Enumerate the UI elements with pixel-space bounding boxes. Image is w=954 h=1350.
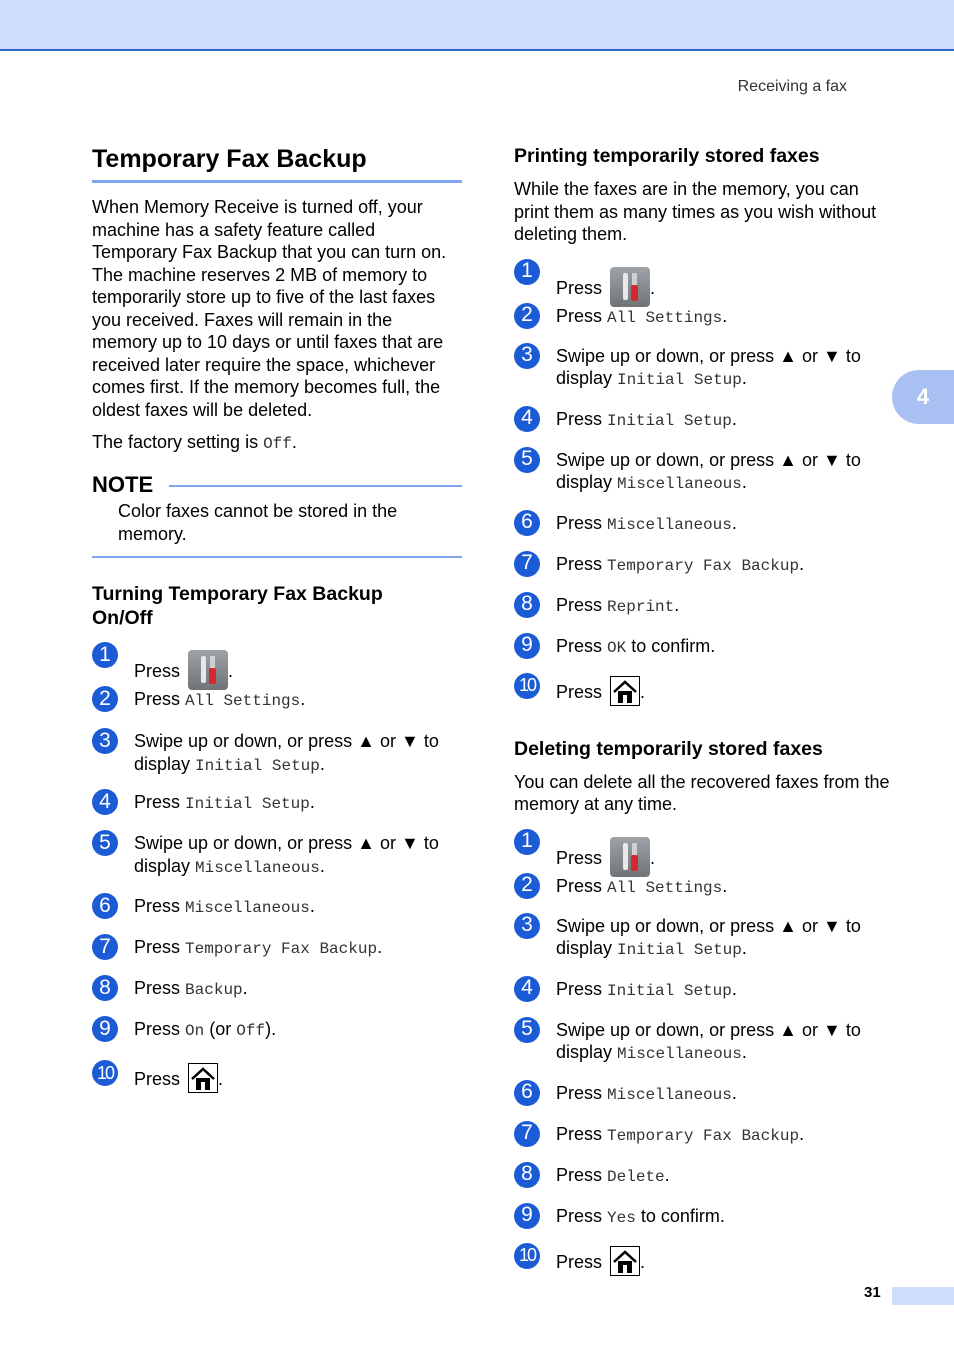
page-footer-bar (892, 1287, 954, 1305)
turning-steps (92, 644, 462, 1102)
step-5: 5 Swipe up or down, or press ▲ or ▼ to display Miscellaneous. (92, 832, 462, 895)
page-number: 31 (864, 1284, 881, 1301)
home-icon (610, 1246, 640, 1276)
step-6: 6 Press Miscellaneous. (92, 895, 462, 936)
deleting-steps (514, 831, 894, 1285)
step-4: 4 Press Initial Setup. (514, 408, 894, 449)
note-text: Color faxes cannot be stored in the memory. (92, 500, 462, 558)
running-header: Receiving a fax (737, 78, 847, 95)
section-heading-turning: Turning Temporary Fax Backup On/Off (92, 583, 383, 629)
right-column (514, 140, 894, 1285)
note-title: NOTE (92, 471, 154, 497)
step-number: 1 (92, 642, 118, 668)
step-9: 9 Press On (or Off). (92, 1018, 462, 1062)
left-column (92, 140, 462, 1102)
step-4: 4 Press Initial Setup. (514, 978, 894, 1019)
step-10: 10 Press . (514, 1245, 894, 1285)
home-icon (188, 1063, 218, 1093)
page-title: Temporary Fax Backup (92, 140, 462, 183)
step-6: 6 Press Miscellaneous. (514, 512, 894, 553)
intro-paragraph: When Memory Receive is turned off, your machine has a safety feature called Temporary Fax Backup that you can turn on. The machine reserves 2 MB of memory to temporarily store up to five of the last faxes you received. Faxes will remain in the memory up to 10 days or until faxes that are received later require the space, whichever comes first. If the memory becomes full, the oldest faxes will be deleted. (92, 197, 447, 420)
section-heading-printing: Printing temporarily stored faxes (514, 145, 820, 167)
step-3: 3 Swipe up or down, or press ▲ or ▼ to display Initial Setup. (514, 345, 894, 408)
deleting-intro: You can delete all the recovered faxes from the memory at any time. (514, 771, 890, 814)
section-heading-deleting: Deleting temporarily stored faxes (514, 737, 823, 760)
top-banner (0, 0, 954, 51)
step-1: 1 Press . (514, 831, 894, 875)
step-8: 8 Press Delete. (514, 1164, 894, 1205)
settings-tools-icon (610, 837, 650, 877)
step-2: 2 Press All Settings. (514, 305, 894, 345)
printing-steps (514, 261, 894, 715)
step-6: 6 Press Miscellaneous. (514, 1082, 894, 1123)
step-1: 1 Press . (514, 261, 894, 305)
note-divider (169, 485, 462, 487)
step-2: 2 Press All Settings. (92, 688, 462, 730)
step-7: 7 Press Temporary Fax Backup. (514, 1123, 894, 1164)
step-4: 4 Press Initial Setup. (92, 791, 462, 832)
step-1: 1 Press . (92, 644, 462, 688)
step-5: 5 Swipe up or down, or press ▲ or ▼ to display Miscellaneous. (514, 1019, 894, 1082)
factory-setting: The factory setting is Off. (92, 432, 297, 453)
step-5: 5 Swipe up or down, or press ▲ or ▼ to display Miscellaneous. (514, 449, 894, 512)
step-8: 8 Press Backup. (92, 977, 462, 1018)
note-box (92, 471, 462, 559)
settings-tools-icon (188, 650, 228, 690)
settings-tools-icon (610, 267, 650, 307)
chapter-tab: 4 (892, 370, 954, 424)
step-3: 3 Swipe up or down, or press ▲ or ▼ to display Initial Setup. (514, 915, 894, 978)
step-10: 10 Press . (92, 1062, 462, 1102)
step-3: 3 Swipe up or down, or press ▲ or ▼ to display Initial Setup. (92, 730, 462, 791)
step-9: 9 Press OK to confirm. (514, 635, 894, 675)
step-8: 8 Press Reprint. (514, 594, 894, 635)
step-10: 10 Press . (514, 675, 894, 715)
home-icon (610, 676, 640, 706)
step-9: 9 Press Yes to confirm. (514, 1205, 894, 1245)
printing-intro: While the faxes are in the memory, you can print them as many times as you wish without deleting them. (514, 179, 877, 244)
step-7: 7 Press Temporary Fax Backup. (514, 553, 894, 594)
step-7: 7 Press Temporary Fax Backup. (92, 936, 462, 977)
step-2: 2 Press All Settings. (514, 875, 894, 915)
